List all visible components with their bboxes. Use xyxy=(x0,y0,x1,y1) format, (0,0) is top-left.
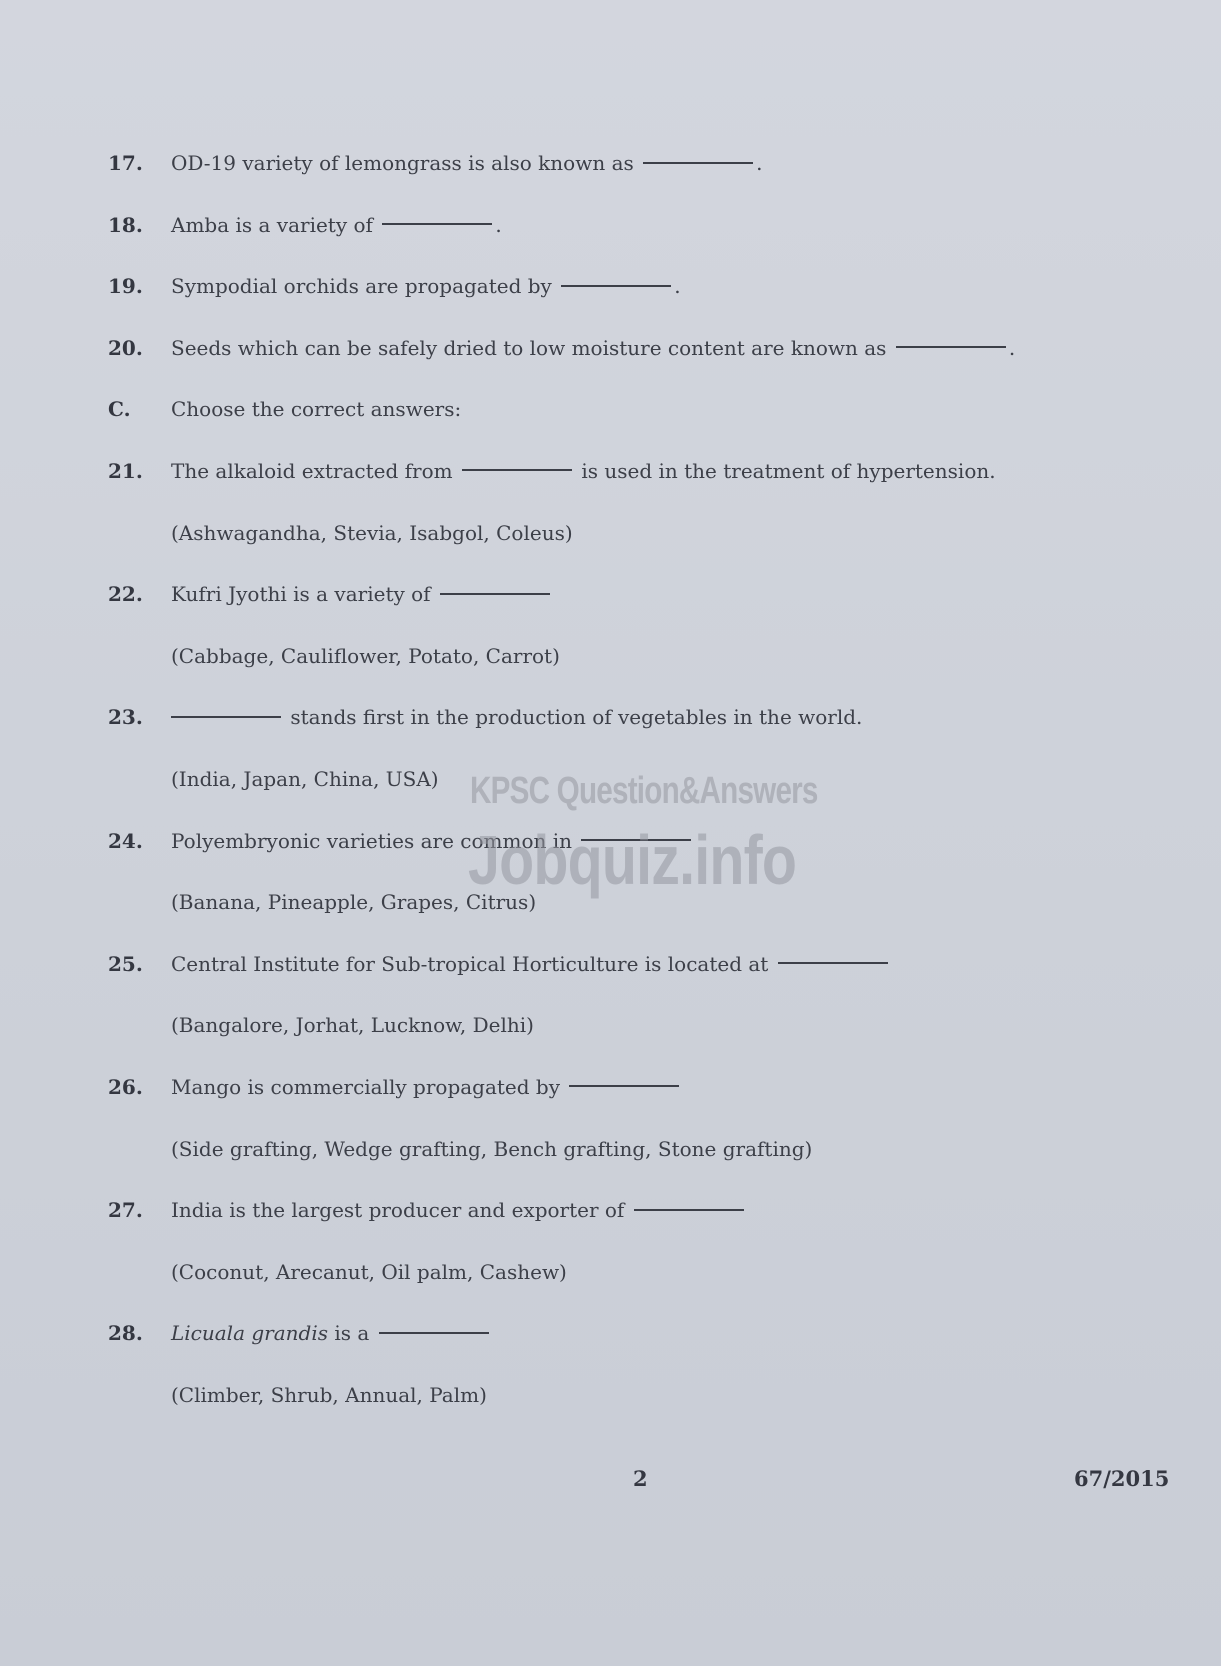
question-19: 19. Sympodial orchids are propagated by . xyxy=(108,271,1108,333)
watermark-line1: KPSC Question&Answers xyxy=(470,770,818,812)
question-text: stands first in the production of vegetables in the world. xyxy=(290,705,863,730)
question-text: Central Institute for Sub-tropical Horticulture is located at xyxy=(171,951,769,976)
question-number: 18. xyxy=(108,212,143,237)
question-28 xyxy=(108,1318,1108,1380)
answer-options: (India, Japan, China, USA) xyxy=(171,766,439,791)
question-18: 18. Amba is a variety of . xyxy=(108,210,1108,272)
page-number: 2 xyxy=(633,1466,648,1491)
options-27 xyxy=(108,1257,1108,1319)
question-21: 21. The alkaloid extracted from is used in the treatment of hypertension. xyxy=(108,456,1108,518)
paper-code: 67/2015 xyxy=(1074,1466,1170,1491)
options-22 xyxy=(108,641,1108,703)
question-text: Amba is a variety of xyxy=(171,212,373,237)
answer-options: (Cabbage, Cauliflower, Potato, Carrot) xyxy=(171,643,560,668)
options-26 xyxy=(108,1134,1108,1196)
answer-blank xyxy=(569,1085,679,1087)
question-number: 27. xyxy=(108,1198,143,1223)
options-21 xyxy=(108,518,1108,580)
section-instruction: Choose the correct answers: xyxy=(171,397,462,422)
answer-blank xyxy=(561,285,671,287)
question-number: 19. xyxy=(108,274,143,299)
question-27 xyxy=(108,1195,1108,1257)
question-number: 24. xyxy=(108,828,143,853)
answer-blank xyxy=(171,716,281,718)
question-23 xyxy=(108,702,1108,764)
question-text: Mango is commercially propagated by xyxy=(171,1074,561,1099)
options-25 xyxy=(108,1010,1108,1072)
watermark-line2: Jobquiz.info xyxy=(468,821,797,899)
answer-blank xyxy=(896,346,1006,348)
question-25 xyxy=(108,949,1108,1011)
answer-blank xyxy=(778,962,888,964)
question-text: Sympodial orchids are propagated by xyxy=(171,274,552,299)
question-number: 28. xyxy=(108,1321,143,1346)
question-number: 23. xyxy=(108,705,143,730)
question-text: Polyembryonic varieties are common in xyxy=(171,828,573,853)
question-number: 22. xyxy=(108,582,143,607)
answer-blank xyxy=(440,593,550,595)
answer-options: (Banana, Pineapple, Grapes, Citrus) xyxy=(171,890,537,915)
answer-options: (Side grafting, Wedge grafting, Bench grafting, Stone grafting) xyxy=(171,1136,813,1161)
question-26 xyxy=(108,1072,1108,1134)
options-28 xyxy=(108,1380,1108,1442)
question-number: 26. xyxy=(108,1074,143,1099)
answer-options: (Coconut, Arecanut, Oil palm, Cashew) xyxy=(171,1259,567,1284)
answer-blank xyxy=(462,469,572,471)
question-text: OD-19 variety of lemongrass is also known as xyxy=(171,151,634,175)
section-label: C. xyxy=(108,397,131,422)
answer-blank xyxy=(382,223,492,225)
question-text: India is the largest producer and exporter of xyxy=(171,1198,625,1223)
answer-blank xyxy=(643,162,753,164)
answer-options: (Ashwagandha, Stevia, Isabgol, Coleus) xyxy=(171,520,573,545)
question-text: Seeds which can be safely dried to low moisture content are known as xyxy=(171,335,887,360)
question-text: Kufri Jyothi is a variety of xyxy=(171,582,431,607)
question-number: 21. xyxy=(108,458,143,483)
answer-options: (Climber, Shrub, Annual, Palm) xyxy=(171,1382,487,1407)
question-number: 20. xyxy=(108,335,143,360)
answer-options: (Bangalore, Jorhat, Lucknow, Delhi) xyxy=(171,1013,534,1038)
question-20: 20. Seeds which can be safely dried to low moisture content are known as . xyxy=(108,333,1108,395)
question-17: 17. OD-19 variety of lemongrass is also known as . xyxy=(108,148,1108,210)
question-22 xyxy=(108,579,1108,641)
species-name: Licuala grandis xyxy=(171,1321,328,1346)
question-text: is a xyxy=(328,1321,370,1346)
answer-blank xyxy=(379,1332,489,1334)
question-text: The alkaloid extracted from xyxy=(171,458,453,483)
section-c-heading xyxy=(108,394,1108,456)
answer-blank xyxy=(634,1209,744,1211)
question-number: 25. xyxy=(108,951,143,976)
question-number: 17. xyxy=(108,151,143,175)
